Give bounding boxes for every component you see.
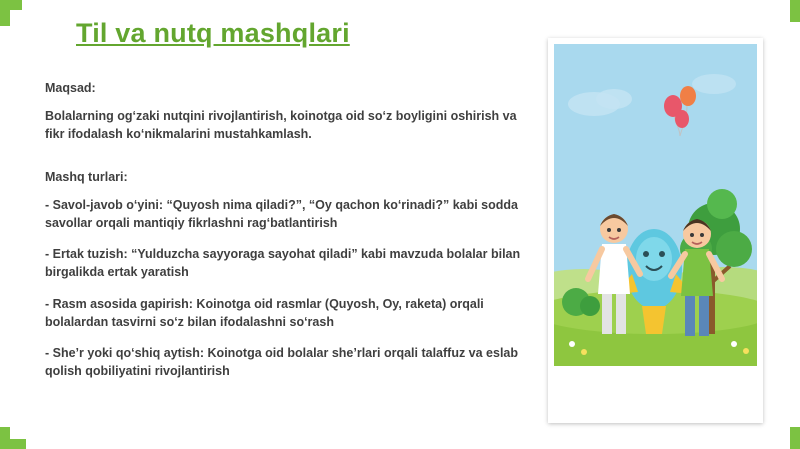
decor-bar-top-right: [790, 0, 800, 22]
list-item: - Rasm asosida gapirish: Koinotga oid rasmlar (Quyosh, Oy, raketa) orqali bolalardan tasvirni so‘z bilan ifodalashni so‘rash: [45, 296, 484, 329]
decor-bar-bottom-left-vertical: [0, 427, 10, 449]
purpose-text: Bolalarning og‘zaki nutqini rivojlantirish, koinotga oid so‘z boyligini oshirish va fikr ifodalash ko‘nikmalarini mustahkamlash.: [45, 108, 517, 141]
children-with-balloons-illustration: [548, 38, 763, 423]
exercise-types-label: Mashq turlari:: [45, 170, 128, 185]
list-item: - Savol-javob o‘yini: “Quyosh nima qiladi?”, “Oy qachon ko‘rinadi?” kabi sodda savollar orqali mantiqiy fikrlashni rag‘batlantirish: [45, 198, 518, 231]
decor-bar-top-left-vertical: [0, 0, 10, 26]
body-spacer: [45, 155, 535, 169]
decor-bar-bottom-right: [790, 427, 800, 449]
illustration-svg: [554, 44, 757, 417]
purpose-label: Maqsad:: [45, 81, 96, 95]
page-title: Til va nutq mashqlari: [76, 18, 350, 48]
slide-body: [45, 80, 535, 393]
list-item: - Ertak tuzish: “Yulduzcha sayyoraga sayohat qiladi” kabi mavzuda bolalar bilan birgalikda ertak yaratish: [45, 247, 521, 280]
list-item: - She’r yoki qo‘shiq aytish: Koinotga oid bolalar she’rlari orqali talaffuz va eslab qolish qobiliyatini rivojlantirish: [45, 345, 519, 378]
